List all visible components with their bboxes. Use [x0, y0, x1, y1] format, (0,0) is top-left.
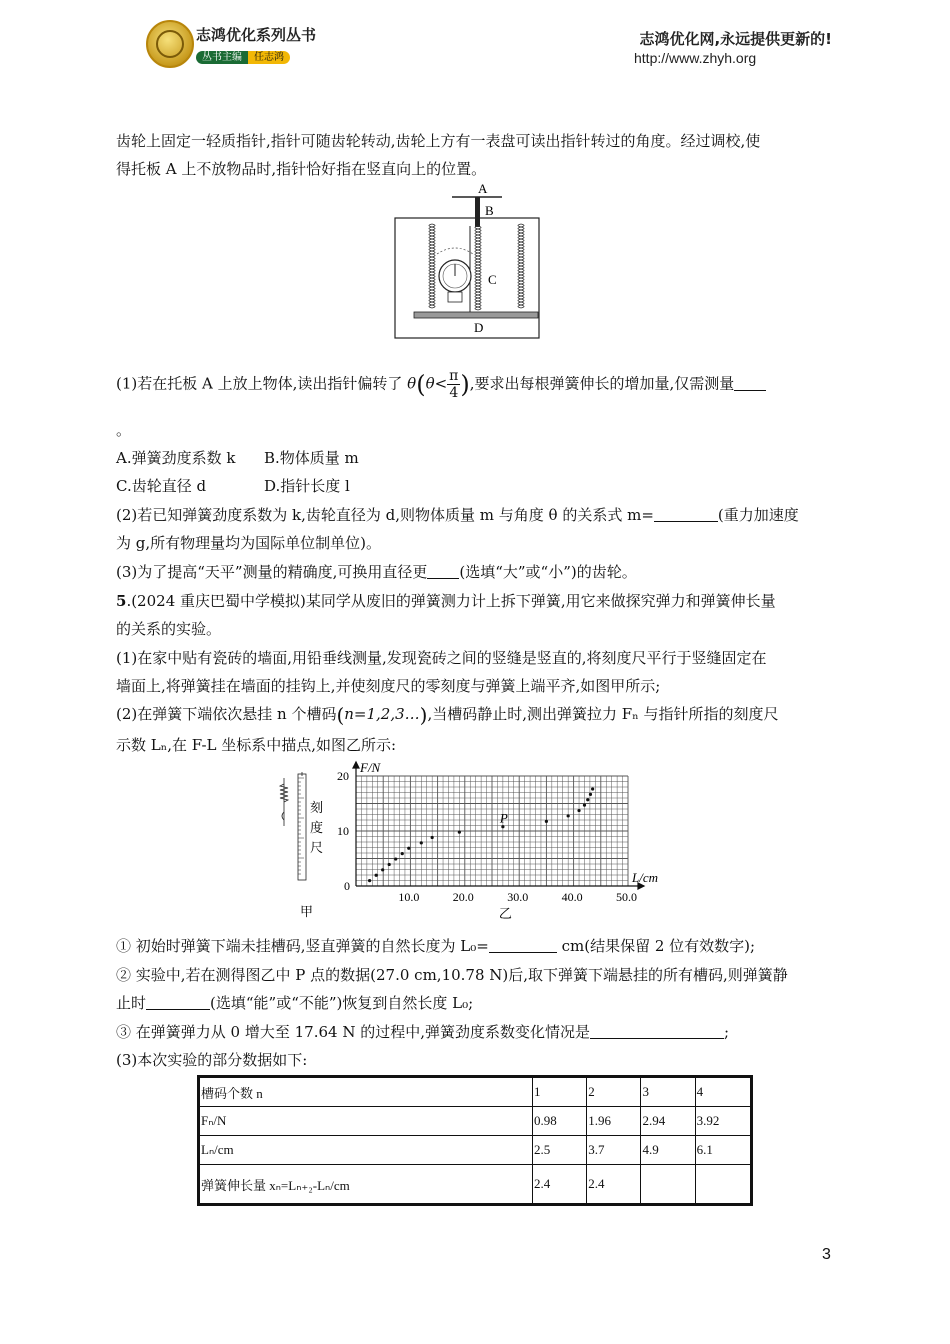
- data-point: [567, 814, 570, 817]
- x-tick-label: 30.0: [507, 890, 529, 904]
- label-b: B: [485, 203, 494, 218]
- label-a: A: [478, 181, 488, 196]
- x-tick-label: 10.0: [398, 890, 420, 904]
- x-tick-label: 20.0: [452, 890, 474, 904]
- ruler-label-2: 度: [310, 820, 324, 835]
- intro-line-2: 得托板 A 上不放物品时,指针恰好指在竖直向上的位置。: [116, 160, 487, 178]
- option-c[interactable]: C.齿轮直径 d: [116, 477, 207, 495]
- table-cell: 2.94: [641, 1107, 695, 1136]
- data-point: [583, 804, 586, 807]
- row-label: 槽码个数 n: [199, 1077, 533, 1107]
- table-cell: 4: [695, 1077, 751, 1107]
- figure-jia: [276, 770, 336, 920]
- data-point: [375, 874, 378, 877]
- data-point: [577, 809, 580, 812]
- table-cell: 2.4: [533, 1165, 587, 1205]
- y-axis-label: F/N: [360, 760, 381, 775]
- table-row: [199, 1136, 752, 1165]
- editor-label: 丛书主编: [196, 51, 248, 64]
- page-number: 3: [822, 1246, 831, 1263]
- q5-line2: 的关系的实验。: [116, 620, 222, 638]
- option-a[interactable]: A.弹簧劲度系数 k: [116, 449, 236, 467]
- table-cell[interactable]: [695, 1165, 751, 1205]
- chart-caption: 乙: [498, 906, 512, 921]
- y-tick-label: 0: [344, 879, 350, 893]
- answer-blank-5-2[interactable]: [146, 993, 210, 1010]
- q5-s2-line1: (2)在弹簧下端依次悬挂 n 个槽码(n=1,2,3…),当槽码静止时,测出弹簧拉力 Fₙ 与指针所指的刻度尺: [116, 703, 779, 727]
- series-title: 志鸿优化系列丛书: [196, 26, 317, 44]
- point-p-label: P: [499, 810, 508, 826]
- data-point: [394, 857, 397, 860]
- data-point: [388, 863, 391, 866]
- option-b[interactable]: B.物体质量 m: [264, 449, 359, 467]
- x-tick-label: 50.0: [616, 890, 637, 904]
- data-point: [586, 798, 589, 801]
- q5-sub1: ① 初始时弹簧下端未挂槽码,竖直弹簧的自然长度为 L₀= cm(结果保留 2 位有效数字);: [116, 937, 756, 955]
- q4-part1: (1)若在托板 A 上放上物体,读出指针偏转了 θ(θ< $\frac{\pi}{4}$ ),要求出每根弹簧伸长的增加量,仅需测量: [116, 368, 836, 401]
- answer-blank-5-1[interactable]: [489, 936, 557, 953]
- table-cell: 3: [641, 1077, 695, 1107]
- header-url[interactable]: http://www.zhyh.org: [634, 50, 757, 66]
- table-cell: 3.7: [587, 1136, 641, 1165]
- balance-figure: [392, 180, 552, 340]
- table-cell: 2: [587, 1077, 641, 1107]
- q5-sub3: ③ 在弹簧弹力从 0 增大至 17.64 N 的过程中,弹簧劲度系数变化情况是 ;: [116, 1023, 730, 1041]
- q5-sub2-line2: 止时 (选填“能”或“不能”)恢复到自然长度 L₀;: [116, 994, 474, 1012]
- data-table: [197, 1075, 753, 1206]
- q4-part3: (3)为了提高“天平”测量的精确度,可换用直径更 (选填“大”或“小”)的齿轮。: [116, 563, 637, 581]
- y-tick-label: 20: [337, 769, 349, 783]
- table-row: [199, 1165, 752, 1205]
- data-point: [368, 879, 371, 882]
- ruler-label-1: 刻: [310, 800, 324, 815]
- table-cell: 2.4: [587, 1165, 641, 1205]
- data-point: [545, 820, 548, 823]
- data-point: [589, 793, 592, 796]
- q5-part3: (3)本次实验的部分数据如下:: [116, 1051, 308, 1069]
- page-header: [0, 0, 950, 80]
- answer-blank-4-3[interactable]: [427, 562, 459, 579]
- label-d: D: [474, 320, 484, 335]
- data-point: [431, 836, 434, 839]
- y-axis-arrow: [353, 762, 359, 768]
- row-label: 弹簧伸长量 xₙ=Lₙ₊₂-Lₙ/cm: [199, 1165, 533, 1205]
- y-tick-label: 10: [337, 824, 349, 838]
- table-cell: 3.92: [695, 1107, 751, 1136]
- table-cell: 1.96: [587, 1107, 641, 1136]
- label-c: C: [488, 272, 497, 287]
- data-point: [458, 831, 461, 834]
- table-row: [199, 1077, 752, 1107]
- figure-jia-caption: 甲: [300, 904, 314, 919]
- q4-part2-line1: (2)若已知弹簧劲度系数为 k,齿轮直径为 d,则物体质量 m 与角度 θ 的关系式 m= (重力加速度: [116, 506, 799, 524]
- data-point: [420, 841, 423, 844]
- f-l-chart: [334, 756, 674, 926]
- table-cell: 1: [533, 1077, 587, 1107]
- row-label: Lₙ/cm: [199, 1136, 533, 1165]
- table-row: [199, 1107, 752, 1136]
- row-label: Fₙ/N: [199, 1107, 533, 1136]
- data-point: [381, 868, 384, 871]
- table-cell: 0.98: [533, 1107, 587, 1136]
- q5-line1: 5.(2024 重庆巴蜀中学模拟)某同学从废旧的弹簧测力计上拆下弹簧,用它来做探究弹力和弹簧伸长量: [116, 592, 776, 610]
- table-cell: 4.9: [641, 1136, 695, 1165]
- q5-s1-line1: (1)在家中贴有瓷砖的墙面,用铅垂线测量,发现瓷砖之间的竖缝是竖直的,将刻度尺平行于竖缝固定在: [116, 649, 767, 667]
- answer-blank-5-3[interactable]: [590, 1022, 724, 1039]
- q5-s1-line2: 墙面上,将弹簧挂在墙面的挂钩上,并使刻度尺的零刻度与弹簧上端平齐,如图甲所示;: [116, 677, 661, 695]
- publisher-logo: [146, 20, 194, 68]
- q4-part1-end: 。: [116, 421, 132, 439]
- editor-badge: [196, 48, 290, 63]
- header-slogan: 志鸿优化网,永远提供更新的!: [639, 30, 832, 48]
- table-cell: 6.1: [695, 1136, 751, 1165]
- q4-options-row2: [116, 472, 836, 500]
- data-point: [401, 852, 404, 855]
- table-cell: 2.5: [533, 1136, 587, 1165]
- q4-part2-line2: 为 g,所有物理量均为国际单位制单位)。: [116, 534, 381, 552]
- q4-options-row1: [116, 444, 836, 472]
- data-point: [591, 787, 594, 790]
- intro-line-1: 齿轮上固定一轻质指针,指针可随齿轮转动,齿轮上方有一表盘可读出指针转过的角度。经过调校,使: [116, 132, 761, 150]
- answer-blank-4-1[interactable]: [734, 374, 766, 391]
- x-tick-label: 40.0: [561, 890, 583, 904]
- answer-blank-4-2[interactable]: [654, 505, 718, 522]
- option-d[interactable]: D.指针长度 l: [264, 477, 350, 495]
- table-cell[interactable]: [641, 1165, 695, 1205]
- x-axis-label: L/cm: [632, 870, 658, 885]
- data-point: [407, 847, 410, 850]
- q5-sub2-line1: ② 实验中,若在测得图乙中 P 点的数据(27.0 cm,10.78 N)后,取下弹簧下端悬挂的所有槽码,则弹簧静: [116, 966, 788, 984]
- editor-name: 任志鸿: [248, 51, 290, 64]
- q5-s2-line2: 示数 Lₙ,在 F-L 坐标系中描点,如图乙所示:: [116, 736, 397, 754]
- ruler-label-3: 尺: [310, 840, 324, 855]
